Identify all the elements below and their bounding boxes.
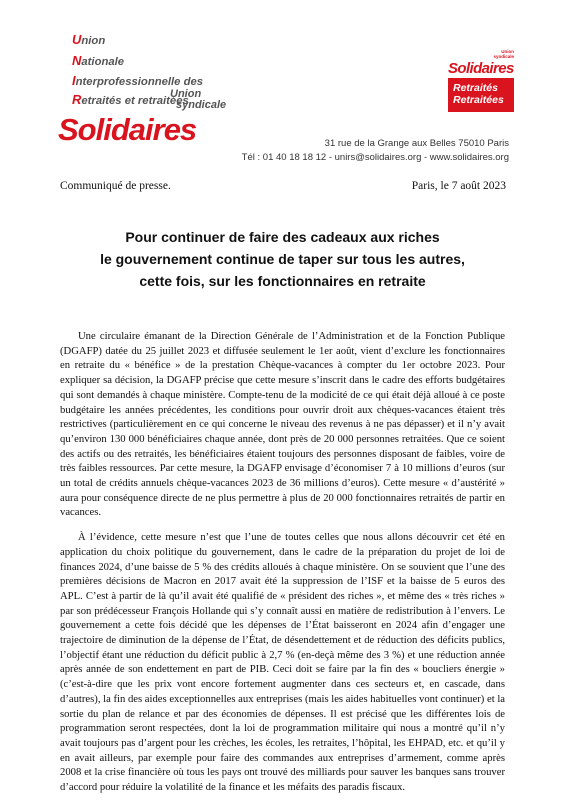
retraites-logo-brand: Solidaires xyxy=(448,60,514,77)
retraites-logo-tag: Union syndicale xyxy=(493,49,514,59)
org-line: Nationale xyxy=(72,53,125,68)
paragraph: Une circulaire émanant de la Direction Générale de l’Administration et de la Fonction Publique (DGAFP) datée du 25 juillet 2023 et diffusée seulement le 1er août, vient d’exclure les fonctionnaires en retraite du « bénéfice » de la prestation Chèque-vacances à compter du 1er octobre 2023. Pour expliquer sa décision, la DGAFP précise que cette mesure s’inscrit dans le cadre des efforts budgétaires qui sont demandés à chaque ministère. Compte-tenu de la modicité de ce qui était déjà alloué à ce poste budgétaire les années précédentes, les conditions pour ouvrir droit aux chèques-vacances étaient très restrictives (particulièrement en ce qui concerne le niveau des revenus à ne pas dépasser) et il n’y avait qu’environ 130 000 bénéficiaires chaque année, dont près de 20 000 personnes retraitées. Que ce soient des actifs ou des retraités, les bénéficiaires étaient toujours des personnes disposant de faibles, voire de très faibles ressources. Par cette mesure, la DGAFP envisage d’économiser 7 à 10 millions d’euros (sur un total de crédits annuels chèque-vacances 2023 de 36 millions d’euros). Cette mesure « d’austérité » aura pour conséquence directe de ne plus permettre à plus de 20 000 fonctionnaires retraités de partir en vacances. xyxy=(60,331,505,519)
union-syndicale-tag: Union syndicale xyxy=(170,88,227,111)
page-title: Pour continuer de faire des cadeaux aux riches le gouvernement continue de taper sur tous les autres, cette fois, sur les fonctionnaires en retraite xyxy=(100,229,465,289)
brand-wordmark: Solidaires xyxy=(58,112,197,147)
org-line: Retraités et retraitées xyxy=(72,92,189,107)
org-line: Interprofessionnelle des xyxy=(72,73,204,88)
org-line: Union xyxy=(72,32,106,47)
paragraph: À l’évidence, cette mesure n’est que l’une de toutes celles que nous allons découvrir cet été en application du choix politique du gouvernement, dans le cadre de la préparation du projet de loi de finances 2024, d’une baisse de 5 % des crédits alloués à chaque ministère. On se souvient que l’une des premières décisions de Macron en 2017 avait été la suppression de l’ISF et la baisse de 5 euros des APL. C’est à partir de là qu’il avait été qualifié de « président des riches », et même des « très riches » par son prédécesseur François Hollande qui s’y connaît aussi en matière de redistribution à l’envers. Le gouvernement a cette fois décidé que les dépenses de l’État baisseront en 2024 afin d’engager une trajectoire de diminution de la dépense de l’État, de désendettement et de réduction des déficits publics, l’objectif étant une réduction du déficit public à 2,7 % (en-deçà même des 3 %) et une réduction année après année de son endettement en part de PIB. Ceci doit se faire par la fin des « boucliers énergie » (c’est-à-dire que les prix vont encore fortement augmenter dans ces secteurs et, en cascade, dans d’autres), la fin des aides exceptionnelles aux entreprises (mais les aides habituelles vont continuer) et la sortie du plan de relance et par des économies de dépenses. Il est précisé que les différentes lois de programmation seront respectées, dont la loi de programmation militaire qui nous a montré qu’il n’y avait toujours pas d’argent pour les crèches, les écoles, les retraites, l’hôpital, les EHPAD, etc. et qu’il y en avait ailleurs, par exemple pour faire des commandes aux entreprises d’armement, comme après 2008 et la crise financière où tous les pays ont trouvé des milliards pour sauver les banques sans trouver d’accord pour réduire la volatilité de la finance et les méfaits des paradis fiscaux. xyxy=(60,532,505,794)
retraites-logo-band: Retraités Retraitées xyxy=(448,78,514,112)
date-line: Paris, le 7 août 2023 xyxy=(411,180,506,192)
address: 31 rue de la Grange aux Belles 75010 Paris xyxy=(324,138,509,149)
contact-line: Tél : 01 40 18 18 12 - unirs@solidaires.org - www.solidaires.org xyxy=(241,152,509,163)
press-label: Communiqué de presse. xyxy=(60,180,171,192)
org-logo xyxy=(58,30,258,147)
body-text xyxy=(60,330,505,806)
retraites-logo xyxy=(448,50,514,112)
